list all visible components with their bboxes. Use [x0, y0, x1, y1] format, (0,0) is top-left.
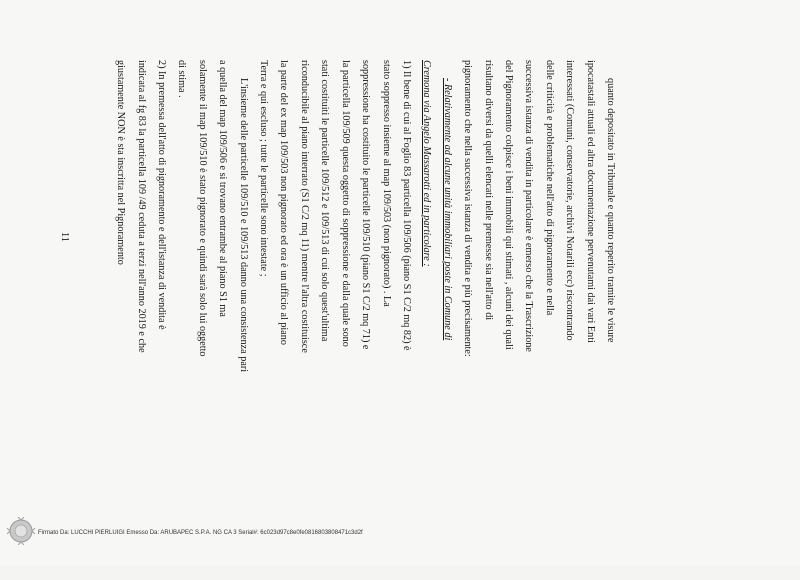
text-line: stati costituiti le particelle 109/512 e 109/513 di cui solo quest'ultima — [319, 60, 331, 342]
text-line: la particella 109/509 questa oggetto di soppressione e dalla quale sono — [339, 60, 351, 347]
text-line: successiva istanza di vendita in particolare è emerso che la Trascrizione — [523, 60, 535, 352]
document-text — [60, 60, 620, 580]
text-line: di stima . — [176, 60, 188, 98]
text-line: solamente il map 109/510 è stato pignorato e quindi sarà solo lui oggetto — [196, 60, 208, 357]
text-line: delle criticità e problematiche nell'atto di pignoramento e nella — [543, 60, 555, 316]
text-line: L'insieme delle particelle 109/510 e 109/513 danno una consistenza pari — [237, 78, 249, 373]
text-line: Cremona via Angelo Massarotti ed in particolare : — [421, 60, 433, 267]
text-line: del Pignoramento colpisce i beni immobili qui stimati , alcuni dei quali — [502, 60, 514, 350]
text-line: risultano diversi da quelli elencati nelle premesse sia nell'atto di — [482, 60, 494, 321]
text-line: a quella del map 109/506 e si trovano entrambe al piano S1 ma — [217, 60, 229, 317]
text-line: la parte del ex map 109/503 non pignorato ed ora è un ufficio al piano — [278, 60, 290, 345]
text-line: quanto depositato in Tribunale e quanto reperito tramite le visure — [605, 78, 616, 343]
text-line: pignoramento che nella successiva istanza di vendita e più precisamente: — [462, 60, 474, 357]
text-line: interessati (Comuni, conservatorie, archivi Notarili ecc) riscontrando — [564, 60, 576, 341]
text-line: Terra e qui escluso ; tutte le particelle sono intestate ; — [258, 60, 270, 277]
seal-icon — [6, 517, 36, 545]
signature-footer: Firmato Da: LUCCHI PIERLUIGI Emesso Da: ARUBAPEC S.P.A. NG CA 3 Serial#: 6c023d97c8e0fe0816803808471c3d2f — [38, 530, 363, 536]
text-line: ipocatastali attuali ed altra documentazione pervenutami dai vari Enti — [584, 60, 596, 343]
page-number: 11 — [59, 232, 70, 242]
text-line: 2) In premessa dell'atto di pignoramento e dell'istanza di vendita è — [156, 60, 168, 330]
text-line: - Relativamente ad alcune unità immobiliari poste in Comune di — [441, 78, 453, 341]
text-line: soppressione ha costituito le particelle 109/510 (piano S1 C/2 mq 71) e — [360, 60, 372, 350]
text-line: giustamente NON è sta inscritta nel Pignoramento — [115, 60, 127, 265]
text-line: indicata al fg 83 la particella 109 /49 ceduta a terzi nell'anno 2019 e che — [135, 60, 147, 353]
text-line: stato soppresso insieme al map 109/503 (non pignorato) . La — [380, 60, 392, 307]
text-line: riconducibile al piano interrato (S1 C/2 mq 11) mentre l'altra costituisce — [298, 60, 310, 353]
text-line: 1) Il bene di cui al Foglio 83 particella 109/506 (piano S1 C/2 mq 82) è — [400, 60, 412, 351]
